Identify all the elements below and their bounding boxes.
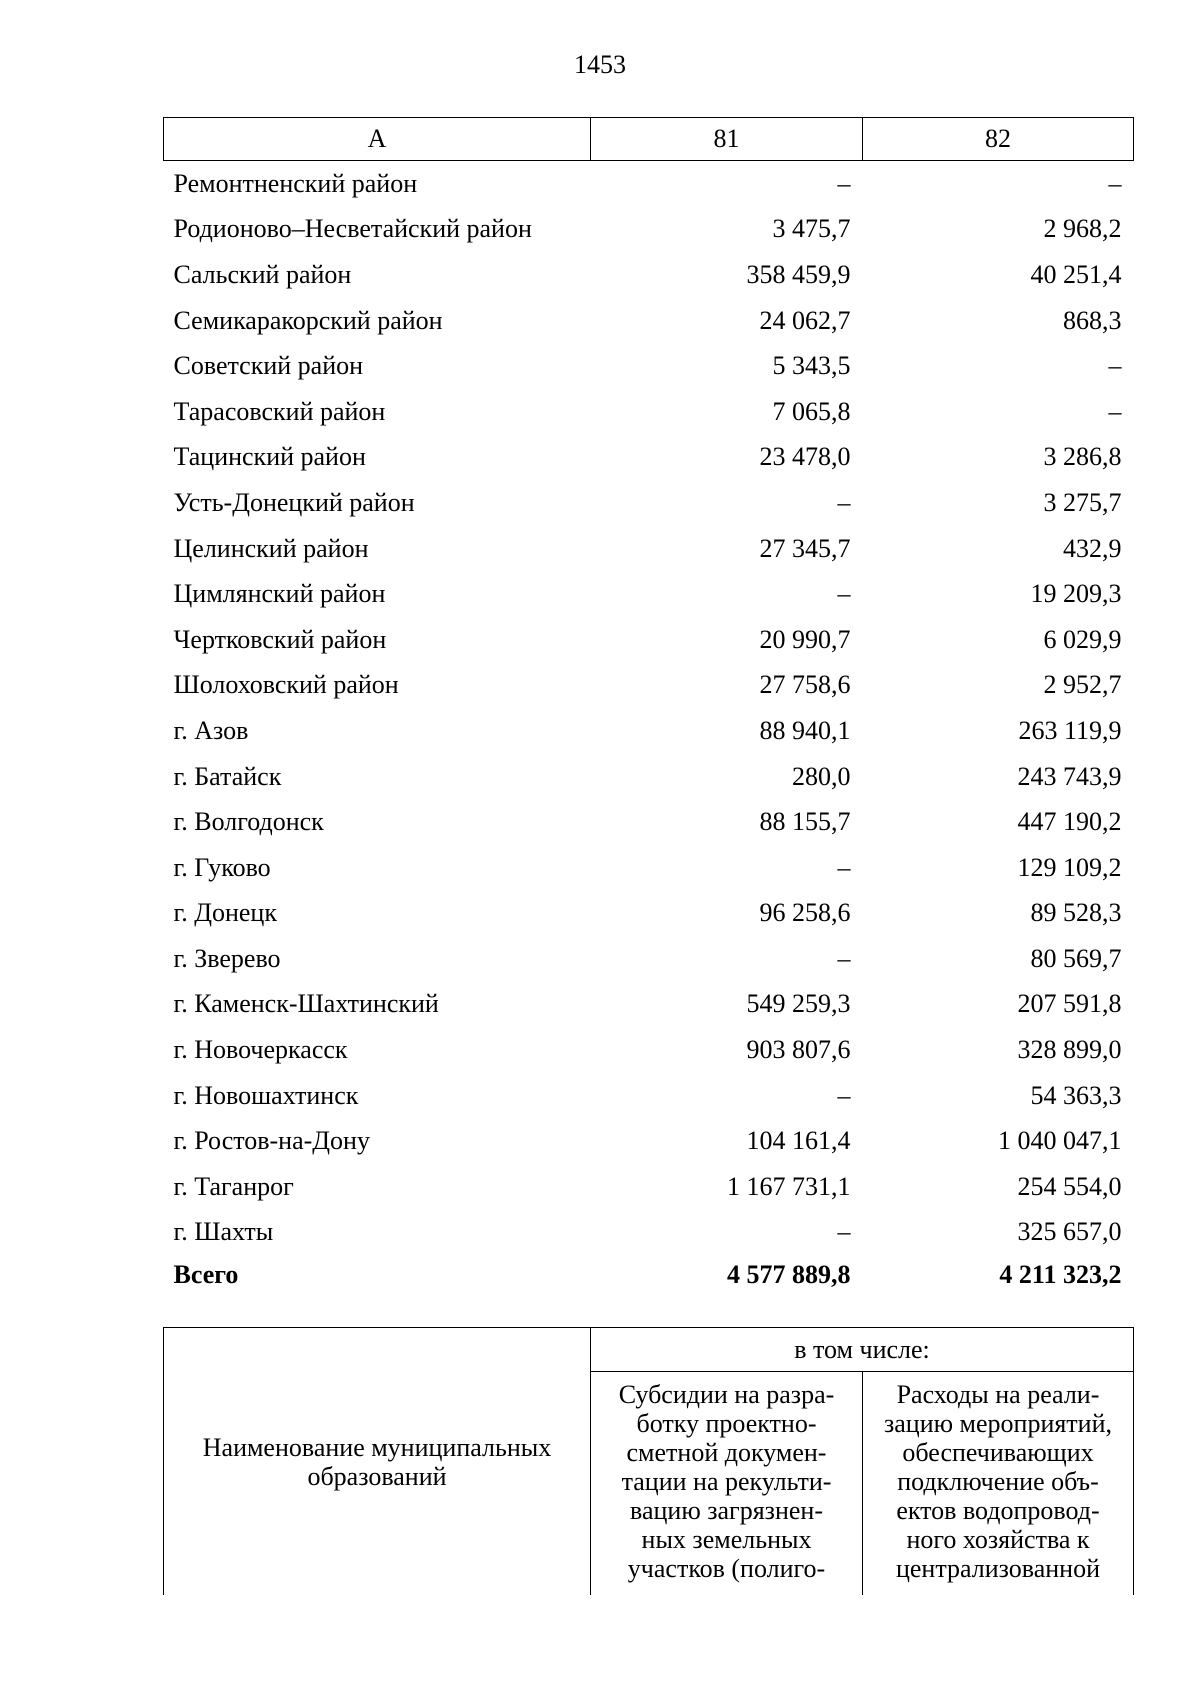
- municipality-name: г. Таганрог: [173, 1171, 294, 1201]
- header-line: ботку проектно-: [636, 1409, 817, 1438]
- header-line: централизованной: [895, 1554, 1101, 1583]
- value-82: –: [1108, 396, 1122, 426]
- municipality-name: Семикаракорский район: [173, 305, 443, 335]
- header-line: ектов водопровод-: [896, 1496, 1100, 1525]
- value-81: 88 155,7: [759, 807, 851, 837]
- page-number: 1453: [574, 50, 626, 79]
- municipality-name: Советский район: [173, 351, 364, 381]
- municipality-name: Шолоховский район: [173, 670, 399, 700]
- table-row: [164, 982, 1134, 1028]
- value-82: 1 040 047,1: [998, 1126, 1122, 1156]
- municipality-name-header: [164, 1328, 591, 1596]
- municipality-name: г. Каменск-Шахтинский: [173, 989, 439, 1019]
- municipality-name: г. Батайск: [173, 761, 282, 791]
- municipality-name: г. Азов: [173, 715, 249, 745]
- municipality-name: Цимлянский район: [173, 579, 386, 609]
- value-81: 7 065,8: [772, 396, 851, 426]
- value-81: –: [837, 1080, 851, 1110]
- value-81: 88 940,1: [759, 715, 851, 745]
- value-82: –: [1108, 351, 1122, 381]
- total-value-82: 4 211 323,2: [999, 1260, 1122, 1290]
- value-81: 5 343,5: [772, 351, 851, 381]
- table-row: [164, 207, 1134, 253]
- municipality-name: г. Новошахтинск: [173, 1080, 359, 1110]
- municipality-name: г. Донецк: [173, 898, 277, 928]
- value-81: –: [837, 579, 851, 609]
- value-81: 27 345,7: [759, 533, 851, 563]
- value-81: 20 990,7: [759, 624, 851, 654]
- header-line: зацию мероприятий,: [883, 1409, 1113, 1438]
- municipality-name: г. Ростов-на-Дону: [173, 1126, 370, 1156]
- value-81: –: [837, 943, 851, 973]
- municipality-name: г. Шахты: [173, 1217, 274, 1247]
- value-81: 96 258,6: [759, 898, 851, 928]
- value-82: 207 591,8: [1017, 989, 1122, 1019]
- value-81: 3 475,7: [772, 214, 851, 244]
- table-row: [164, 1210, 1134, 1256]
- header-line: участков (полиго-: [627, 1554, 826, 1583]
- continuation-table-header: [163, 1327, 1134, 1595]
- header-line: вацию загрязнен-: [630, 1496, 823, 1525]
- municipality-name: Сальский район: [173, 259, 352, 289]
- value-82: 263 119,9: [1018, 715, 1122, 745]
- value-81: 27 758,6: [759, 670, 851, 700]
- value-82: 129 109,2: [1017, 852, 1122, 882]
- value-82: 868,3: [1063, 305, 1122, 335]
- header-line: тации на рекульти-: [621, 1467, 832, 1496]
- value-81: –: [837, 852, 851, 882]
- value-81: 280,0: [792, 761, 851, 791]
- value-82: 254 554,0: [1017, 1171, 1122, 1201]
- value-82: 432,9: [1063, 533, 1122, 563]
- value-82: –: [1108, 168, 1122, 198]
- municipality-name: г. Волгодонск: [173, 807, 324, 837]
- value-82: 2 952,7: [1043, 670, 1122, 700]
- value-82: 328 899,0: [1017, 1035, 1122, 1065]
- value-82: 2 968,2: [1043, 214, 1122, 244]
- value-81: 358 459,9: [746, 259, 851, 289]
- column-header-82: 82: [863, 118, 1134, 161]
- subsidy-design-header: [591, 1372, 863, 1596]
- total-value-81: 4 577 889,8: [727, 1260, 851, 1290]
- value-81: –: [837, 1217, 851, 1247]
- value-81: 104 161,4: [746, 1126, 851, 1156]
- value-81: 903 807,6: [746, 1035, 851, 1065]
- value-82: 54 363,3: [1030, 1080, 1122, 1110]
- column-header-81: 81: [591, 118, 863, 161]
- header-line: ного хозяйства к: [906, 1525, 1090, 1554]
- value-81: –: [837, 487, 851, 517]
- municipality-name: Целинский район: [173, 533, 369, 563]
- value-82: 243 743,9: [1017, 761, 1122, 791]
- table-row: [164, 799, 1134, 845]
- municipality-name: Ремонтненский район: [173, 168, 418, 198]
- municipality-name: Тарасовский район: [173, 396, 386, 426]
- table-row: [164, 435, 1134, 481]
- table-row: [164, 845, 1134, 891]
- value-82: 447 190,2: [1017, 807, 1122, 837]
- table-row: [164, 663, 1134, 709]
- value-82: 6 029,9: [1043, 624, 1122, 654]
- table-row: [164, 936, 1134, 982]
- value-81: 549 259,3: [746, 989, 851, 1019]
- municipality-name: Усть-Донецкий район: [173, 487, 415, 517]
- municipality-name: г. Новочеркасск: [173, 1035, 348, 1065]
- table-row: [164, 1118, 1134, 1164]
- table-row: [164, 343, 1134, 389]
- table-row: [164, 1164, 1134, 1210]
- table-row: [164, 1027, 1134, 1073]
- value-82: 3 275,7: [1043, 487, 1122, 517]
- municipality-name: Чертковский район: [173, 624, 387, 654]
- table-row: [164, 298, 1134, 344]
- data-table: [163, 117, 1134, 1295]
- municipality-name: г. Зверево: [173, 943, 281, 973]
- header-line: обеспечивающих: [902, 1438, 1094, 1467]
- column-header-a: А: [164, 118, 591, 161]
- table-row: [164, 161, 1134, 207]
- value-81: 23 478,0: [759, 442, 851, 472]
- municipality-name-header-line: Наименование муниципальных: [202, 1432, 552, 1462]
- value-81: 1 167 731,1: [727, 1171, 851, 1201]
- including-header: в том числе:: [591, 1328, 1134, 1372]
- water-connection-expenses-header: [863, 1372, 1134, 1596]
- table-row: [164, 480, 1134, 526]
- table-row: [164, 1073, 1134, 1119]
- header-line: сметной докумен-: [626, 1438, 827, 1467]
- table-row: [164, 389, 1134, 435]
- value-82: 325 657,0: [1017, 1217, 1122, 1247]
- municipality-name: Родионово–Несветайский район: [173, 214, 532, 244]
- value-82: 40 251,4: [1030, 259, 1122, 289]
- table-row: [164, 617, 1134, 663]
- municipality-name: Тацинский район: [173, 442, 366, 472]
- value-82: 89 528,3: [1030, 898, 1122, 928]
- total-row: [164, 1255, 1134, 1295]
- value-81: –: [837, 168, 851, 198]
- value-82: 19 209,3: [1030, 579, 1122, 609]
- header-line: подключение объ-: [897, 1467, 1099, 1496]
- municipality-name-header-line: образований: [307, 1461, 447, 1491]
- value-82: 3 286,8: [1043, 442, 1122, 472]
- header-line: ных земельных: [641, 1525, 812, 1554]
- municipality-name: г. Гуково: [173, 852, 271, 882]
- table-row: [164, 252, 1134, 298]
- value-82: 80 569,7: [1030, 943, 1122, 973]
- table-row: [164, 571, 1134, 617]
- total-label: Всего: [173, 1260, 239, 1290]
- value-81: 24 062,7: [759, 305, 851, 335]
- table-row: [164, 754, 1134, 800]
- header-line: Субсидии на разра-: [618, 1380, 835, 1409]
- header-line: Расходы на реали-: [896, 1380, 1100, 1409]
- table-row: [164, 891, 1134, 937]
- table-body: [164, 161, 1134, 1256]
- table-row: [164, 708, 1134, 754]
- table-row: [164, 526, 1134, 572]
- table-header-row: [164, 118, 1134, 161]
